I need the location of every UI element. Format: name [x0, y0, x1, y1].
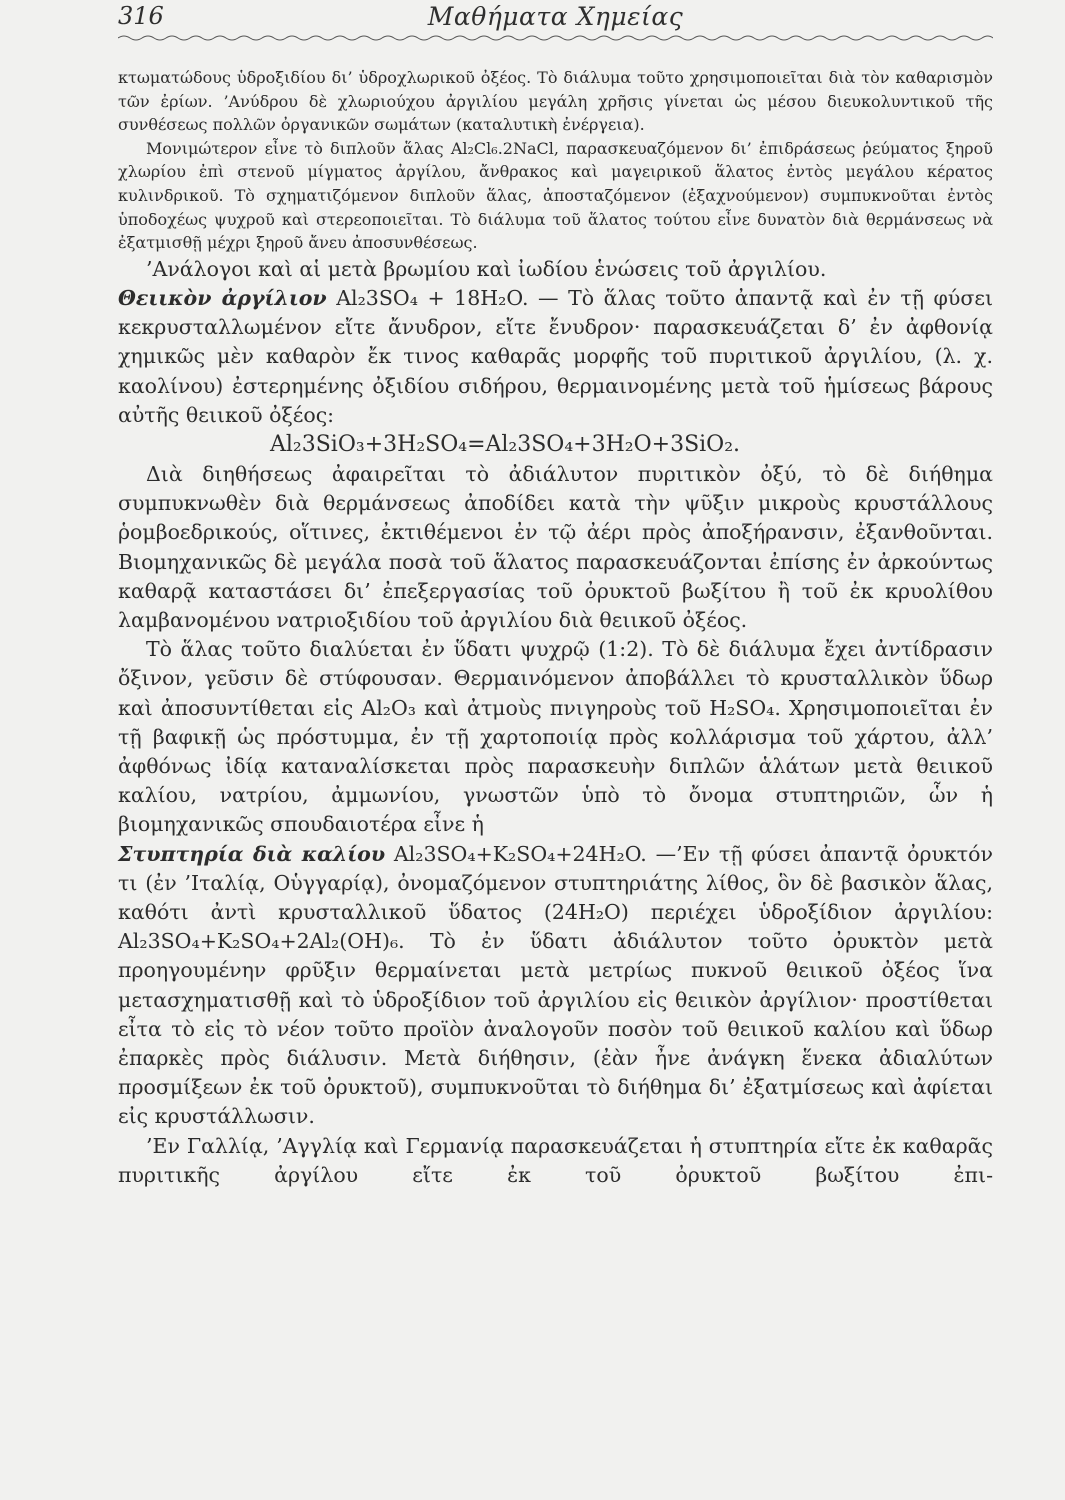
paragraph-3-text: ’Ανάλογοι καὶ αἱ μετὰ βρωμίου καὶ ἰωδίου ἑνώσεις τοῦ ἀργιλίου.	[146, 256, 827, 281]
running-title: Μαθήματα Χημείας	[427, 2, 684, 31]
page-body	[118, 66, 993, 1190]
paragraph-7-text: —’Εν τῇ φύσει ἀπαντᾷ ὀρυκτόν τι (ἐν ’Ιταλίᾳ, Οὑγγαρίᾳ), ὀνομαζόμενον στυπτηριάτης λίθος, ὃν δὲ βασικὸν ἅλας, καθότι ἀντὶ κρυσταλλικοῦ ὕδατος (24H₂O) περιέχει ὑδροξίδιον ἀργιλίου: Al₂3SO₄+K₂SO₄+2Al₂(OH)₆. Τὸ ἐν ὕδατι ἀδιάλυτον τοῦτο ὀρυκτὸν μετὰ προηγουμένην φρῦξιν θερμαίνεται μετὰ μετρίως πυκνοῦ θειικοῦ ὀξέος ἵνα μετασχηματισθῇ καὶ τὸ ὑδροξίδιον τοῦ ἀργιλίου εἰς θειικὸν ἀργίλιον· προστίθεται εἶτα τὸ εἰς τὸ νέον τοῦτο προϊὸν ἀναλογοῦν ποσὸν τοῦ θειικοῦ καλίου καὶ ὕδωρ ἐπαρκὲς πρὸς διάλυσιν. Μετὰ διήθησιν, (ἐὰν ἦνε ἀνάγκη ἕνεκα ἀδιαλύτων προσμίξεων ἐκ τοῦ ὀρυκτοῦ), συμπυκνοῦται τὸ διήθημα δι’ ἐξατμίσεως καὶ ἀφίεται εἰς κρυστάλλωσιν.	[118, 841, 993, 1129]
paragraph-6-text: Τὸ ἅλας τοῦτο διαλύεται ἐν ὕδατι ψυχρῷ (1:2). Τὸ δὲ διάλυμα ἔχει ἀντίδρασιν ὄξινον, γεῦσιν δὲ στύφουσαν. Θερμαινόμενον ἀποβάλλει τὸ κρυσταλλικὸν ὕδωρ καὶ ἀποσυντίθεται εἰς Al₂O₃ καὶ ἀτμοὺς πνιγηροὺς τοῦ H₂SO₄. Χρησιμοποιεῖται ἐν τῇ βαφικῇ ὡς πρόστυμμα, ἐν τῇ χαρτοποιίᾳ πρὸς κολλάρισμα τοῦ χάρτου, ἀλλ’ ἀφθόνως ἰδίᾳ καταναλίσκεται πρὸς παρασκευὴν διπλῶν ἁλάτων μετὰ θειικοῦ καλίου, νατρίου, ἀμμωνίου, γνωστῶν ὑπὸ τὸ ὄνομα στυπτηριῶν, ὧν ἡ βιομηχανικῶς σπουδαιοτέρα εἶνε ἡ	[118, 637, 993, 837]
formula-potassium-alum: Al₂3SO₄+K₂SO₄+24H₂O.	[393, 841, 647, 866]
paragraph-7	[118, 840, 993, 1132]
paragraph-5-text: Διὰ διηθήσεως ἀφαιρεῖται τὸ ἀδιάλυτον πυριτικὸν ὀξύ, τὸ δὲ διήθημα συμπυκνωθὲν διὰ θερμάνσεως ἀποδίδει κατὰ τὴν ψῦξιν μικροὺς κρυστάλλους ῥομβοεδρικούς, οἵτινες, ἐκτιθέμενοι ἐν τῷ ἀέρι πρὸς ἀποξήρανσιν, ἐξανθοῦνται. Βιομηχανικῶς δὲ μεγάλα ποσὰ τοῦ ἅλατος παρασκευάζονται ἐπίσης ἐν ἀρκούντως καθαρᾷ καταστάσει δι’ ἐπεξεργασίας τοῦ ὀρυκτοῦ βωξίτου ἢ τοῦ ἐκ κρυολίθου λαμβανομένου νατριοξιδίου τοῦ ἀργιλίου διὰ θειικοῦ ὀξέος.	[118, 461, 993, 632]
decorative-wavy-rule	[118, 34, 993, 42]
equation-text: Al₂3SiO₃+3H₂SO₄=Al₂3SO₄+3H₂O+3SiO₂.	[270, 431, 741, 457]
paragraph-5	[118, 460, 993, 635]
paragraph-8-text: ’Εν Γαλλίᾳ, ’Αγγλίᾳ καὶ Γερμανίᾳ παρασκευάζεται ἡ στυπτηρία εἴτε ἐκ καθαρᾶς πυριτικῆς ἀργίλου εἴτε ἐκ τοῦ ὀρυκτοῦ βωξίτου ἐπι-	[118, 1133, 993, 1187]
term-potassium-alum: Στυπτηρία διὰ καλίου	[118, 841, 386, 866]
page-header	[118, 2, 993, 36]
paragraph-6	[118, 635, 993, 839]
paragraph-2-text: Μονιμώτερον εἶνε τὸ διπλοῦν ἅλας Al₂Cl₆.2NaCl, παρασκευαζόμενον δι’ ἐπιδράσεως ῥεύματος ξηροῦ χλωρίου ἐπὶ στενοῦ μίγματος ἀργίλου, ἄνθρακος καὶ μαγειρικοῦ ἅλατος ἐντὸς μεγάλου κέρατος κυλινδρικοῦ. Τὸ σχηματιζόμενον διπλοῦν ἅλας, ἀποσταζόμενον (ἐξαχνούμενον) συμπυκνοῦται ἐντὸς ὑποδοχέως ψυχροῦ καὶ στερεοποιεῖται. Τὸ διάλυμα τοῦ ἅλατος τούτου εἶνε δυνατὸν διὰ θερμάνσεως νὰ ἐξατμισθῇ μέχρι ξηροῦ ἄνευ ἀποσυνθέσεως.	[118, 138, 993, 253]
chemical-equation	[118, 430, 993, 460]
paragraph-4	[118, 284, 993, 430]
paragraph-8	[118, 1132, 993, 1190]
paragraph-3	[118, 255, 993, 284]
paragraph-1-text: κτωματώδους ὑδροξιδίου δι’ ὑδροχλωρικοῦ ὀξέος. Τὸ διάλυμα τοῦτο χρησιμοποιεῖται διὰ τὸν καθαρισμὸν τῶν ἐρίων. ’Ανύδρου δὲ χλωριούχου ἀργιλίου μεγάλη χρῆσις γίνεται ὡς μέσου διευκολυντικοῦ τῆς συνθέσεως πολλῶν ὀργανικῶν σωμάτων (καταλυτικὴ ἐνέργεια).	[118, 68, 993, 135]
formula-aluminium-sulfate: Al₂3SO₄ + 18H₂O.	[336, 285, 529, 310]
paragraph-2	[118, 137, 993, 255]
paragraph-1	[118, 66, 993, 137]
page-number: 316	[118, 2, 164, 30]
term-aluminium-sulfate: Θειικὸν ἀργίλιον	[118, 285, 327, 310]
paragraph-4-text: — Τὸ ἅλας τοῦτο ἀπαντᾷ καὶ ἐν τῇ φύσει κεκρυσταλλωμένον εἴτε ἄνυδρον, εἴτε ἔνυδρον· παρασκευάζεται δ’ ἐν ἀφθονίᾳ χημικῶς μὲν καθαρὸν ἔκ τινος καθαρᾶς μορφῆς τοῦ πυριτικοῦ ἀργιλίου, (λ. χ. καολίνου) ἐστερημένης ὀξιδίου σιδήρου, θερμαινομένης μετὰ τοῦ ἡμίσεως βάρους αὐτῆς θειικοῦ ὀξέος:	[118, 285, 993, 427]
